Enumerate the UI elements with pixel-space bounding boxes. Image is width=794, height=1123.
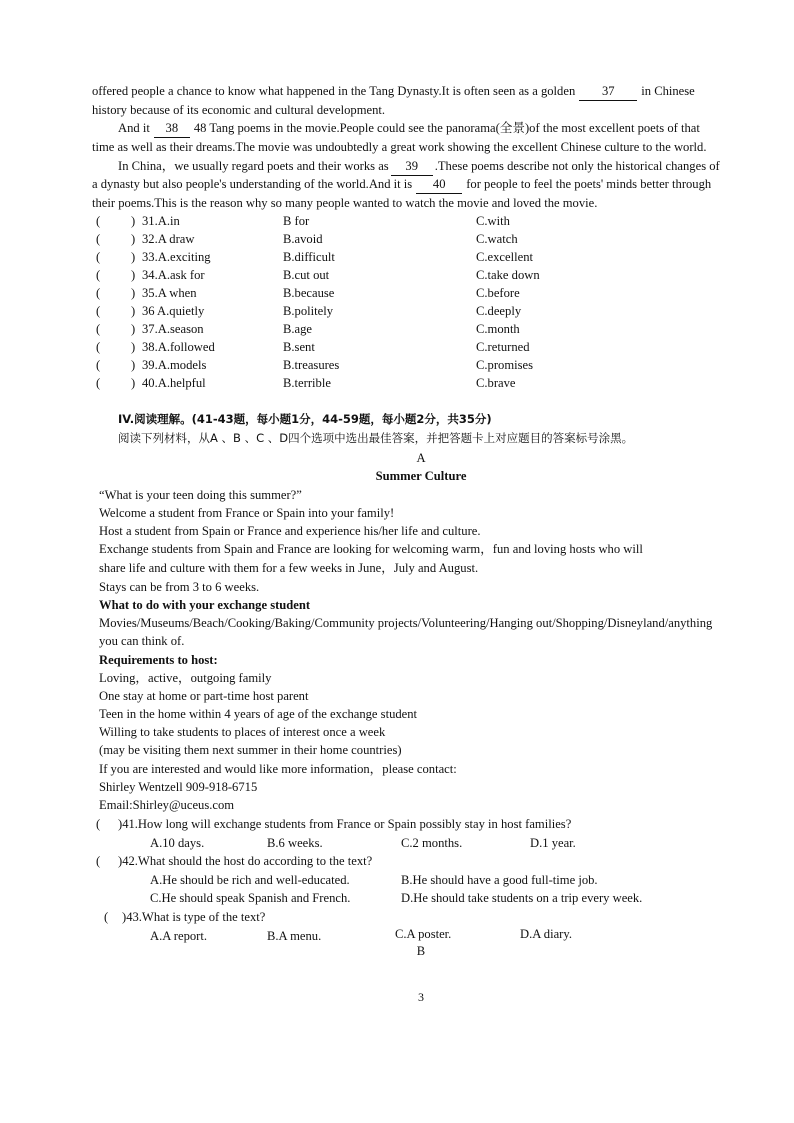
answer-paren[interactable]: ( bbox=[96, 214, 101, 228]
answer-paren-close: ) bbox=[131, 214, 136, 228]
q43-option-b: B.A menu. bbox=[267, 929, 322, 943]
option-a: 32.A draw bbox=[142, 232, 195, 246]
option-c: C.month bbox=[476, 322, 520, 336]
ad-line: If you are interested and would like more information，please contact: bbox=[99, 762, 457, 776]
answer-paren[interactable]: ( bbox=[96, 376, 101, 390]
option-b: B.cut out bbox=[283, 268, 330, 282]
answer-paren-close: ) bbox=[131, 340, 136, 354]
option-b: B.treasures bbox=[283, 358, 340, 372]
ad-line: Exchange students from Spain and France are looking for welcoming warm，fun and loving hosts who will bbox=[99, 542, 643, 556]
answer-paren-close: ) bbox=[131, 358, 136, 372]
answer-paren[interactable]: ( bbox=[96, 304, 101, 318]
cloze-text: And it bbox=[118, 121, 150, 135]
answer-paren-close: ) bbox=[131, 232, 136, 246]
option-b: B.avoid bbox=[283, 232, 323, 246]
passage-label-a: A bbox=[416, 451, 426, 465]
option-a: 31.A.in bbox=[142, 214, 180, 228]
answer-paren[interactable]: ( bbox=[96, 232, 101, 246]
q41-option-b: B.6 weeks. bbox=[267, 836, 323, 850]
passage-label-b: B bbox=[416, 944, 426, 958]
option-a: 38.A.followed bbox=[142, 340, 215, 354]
blank-38: 38 bbox=[154, 119, 190, 138]
option-b: B.age bbox=[283, 322, 313, 336]
option-c: C.excellent bbox=[476, 250, 533, 264]
ad-line: One stay at home or part-time host parent bbox=[99, 689, 309, 703]
answer-paren-close: ) bbox=[131, 286, 136, 300]
option-b: B.terrible bbox=[283, 376, 331, 390]
answer-paren[interactable]: ( bbox=[96, 268, 101, 282]
option-c: C.with bbox=[476, 214, 510, 228]
answer-paren-close: ) bbox=[131, 304, 136, 318]
ad-contact: Shirley Wentzell 909-918-6715 bbox=[99, 780, 258, 794]
answer-paren-close: ) bbox=[131, 322, 136, 336]
q42-option-a: A.He should be rich and well-educated. bbox=[150, 873, 350, 887]
ad-line: Willing to take students to places of interest once a week bbox=[99, 725, 386, 739]
option-b: B for bbox=[283, 214, 310, 228]
q43-option-c: C.A poster. bbox=[395, 927, 452, 941]
cloze-text: offered people a chance to know what happened in the Tang Dynasty.It is often seen as a golden bbox=[92, 84, 576, 98]
ad-line: share life and culture with them for a few weeks in June，July and August. bbox=[99, 561, 479, 575]
q41-option-c: C.2 months. bbox=[401, 836, 463, 850]
answer-paren[interactable]: ( bbox=[96, 817, 101, 831]
question-41: )41.How long will exchange students from France or Spain possibly stay in host families? bbox=[118, 817, 572, 831]
ad-line: (may be visiting them next summer in their home countries) bbox=[99, 743, 402, 757]
q42-option-c: C.He should speak Spanish and French. bbox=[150, 891, 351, 905]
answer-paren[interactable]: ( bbox=[96, 340, 101, 354]
answer-paren-close: ) bbox=[131, 376, 136, 390]
question-42: )42.What should the host do according to the text? bbox=[118, 854, 373, 868]
passage-title: Summer Culture bbox=[375, 469, 467, 483]
q43-option-a: A.A report. bbox=[150, 929, 208, 943]
ad-line: Host a student from Spain or France and experience his/her life and culture. bbox=[99, 524, 481, 538]
ad-line: you can think of. bbox=[99, 634, 185, 648]
option-a: 40.A.helpful bbox=[142, 376, 206, 390]
option-c: C.brave bbox=[476, 376, 516, 390]
blank-40: 40 bbox=[416, 175, 462, 194]
answer-paren[interactable]: ( bbox=[96, 358, 101, 372]
answer-paren-close: ) bbox=[131, 250, 136, 264]
cloze-line-1 bbox=[92, 82, 695, 101]
answer-paren[interactable]: ( bbox=[104, 910, 109, 924]
answer-paren[interactable]: ( bbox=[96, 322, 101, 336]
option-c: C.promises bbox=[476, 358, 534, 372]
option-a: 37.A.season bbox=[142, 322, 204, 336]
ad-line: Movies/Museums/Beach/Cooking/Baking/Community projects/Volunteering/Hanging out/Shopping/Disneyland/anything bbox=[99, 616, 713, 630]
cloze-text: in Chinese bbox=[641, 84, 695, 98]
option-a: 35.A when bbox=[142, 286, 197, 300]
ad-subheading: What to do with your exchange student bbox=[99, 598, 311, 612]
blank-37: 37 bbox=[579, 82, 637, 101]
cloze-line-3 bbox=[118, 119, 700, 138]
question-43: )43.What is type of the text? bbox=[122, 910, 266, 924]
ad-line: Teen in the home within 4 years of age of the exchange student bbox=[99, 707, 418, 721]
cloze-text: In China，we usually regard poets and their works as bbox=[118, 159, 389, 173]
blank-39: 39 bbox=[391, 157, 433, 176]
q43-option-d: D.A diary. bbox=[520, 927, 572, 941]
cloze-line-7: their poems.This is the reason why so many people wanted to watch the movie and loved the movie. bbox=[92, 196, 598, 210]
option-c: C.before bbox=[476, 286, 520, 300]
ad-line: Loving，active，outgoing family bbox=[99, 671, 272, 685]
cloze-text: a dynasty but also people's understanding of the world.And it is bbox=[92, 177, 413, 191]
option-c: C.returned bbox=[476, 340, 530, 354]
ad-subheading: Requirements to host: bbox=[99, 653, 218, 667]
option-c: C.take down bbox=[476, 268, 540, 282]
option-b: B.because bbox=[283, 286, 335, 300]
option-b: B.politely bbox=[283, 304, 334, 318]
option-c: C.deeply bbox=[476, 304, 522, 318]
answer-paren[interactable]: ( bbox=[96, 250, 101, 264]
cloze-line-5 bbox=[118, 157, 720, 176]
answer-paren[interactable]: ( bbox=[96, 286, 101, 300]
option-c: C.watch bbox=[476, 232, 518, 246]
option-b: B.sent bbox=[283, 340, 315, 354]
q41-option-d: D.1 year. bbox=[530, 836, 576, 850]
answer-paren[interactable]: ( bbox=[96, 854, 101, 868]
answer-paren-close: ) bbox=[131, 268, 136, 282]
cloze-text: 48 Tang poems in the movie.People could see the panorama(全景)of the most excellent poets of that bbox=[193, 121, 700, 135]
cloze-text: .These poems describe not only the historical changes of bbox=[434, 159, 720, 173]
section-heading: IV.阅读理解。(41-43题，每小题1分，44-59题，每小题2分，共35分) bbox=[118, 412, 492, 426]
section-instruction: 阅读下列材料，从A 、B 、C 、D四个选项中选出最佳答案，并把答题卡上对应题目的答案标号涂黑。 bbox=[118, 431, 634, 445]
option-a: 34.A.ask for bbox=[142, 268, 205, 282]
q42-option-d: D.He should take students on a trip every week. bbox=[401, 891, 643, 905]
cloze-text: for people to feel the poets' minds better through bbox=[466, 177, 712, 191]
q42-option-b: B.He should have a good full-time job. bbox=[401, 873, 598, 887]
page-number: 3 bbox=[418, 990, 424, 1004]
ad-line: Welcome a student from France or Spain into your family! bbox=[99, 506, 395, 520]
cloze-line-6 bbox=[92, 175, 711, 194]
option-a: 39.A.models bbox=[142, 358, 207, 372]
option-a: 33.A.exciting bbox=[142, 250, 211, 264]
cloze-line-2: history because of its economic and cultural development. bbox=[92, 103, 386, 117]
option-b: B.difficult bbox=[283, 250, 335, 264]
cloze-line-4: time as well as their dreams.The movie was undoubtedly a great work showing the excellent Chinese culture to the world. bbox=[92, 140, 707, 154]
ad-email: Email:Shirley@uceus.com bbox=[99, 798, 235, 812]
option-a: 36 A.quietly bbox=[142, 304, 205, 318]
ad-line: Stays can be from 3 to 6 weeks. bbox=[99, 580, 260, 594]
q41-option-a: A.10 days. bbox=[150, 836, 205, 850]
ad-line: “What is your teen doing this summer?” bbox=[99, 488, 302, 502]
